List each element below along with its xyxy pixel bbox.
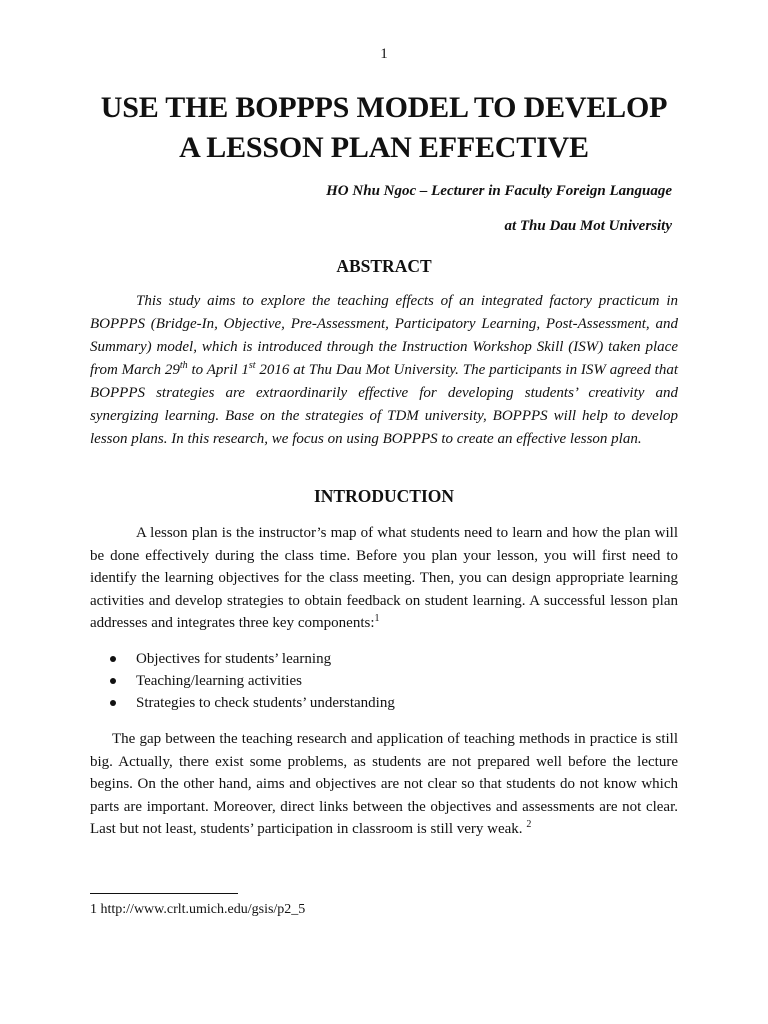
list-item-text: Teaching/learning activities [136,673,302,689]
abstract-heading: ABSTRACT [336,256,432,276]
list-item-text: Objectives for students’ learning [136,651,332,667]
bullet-icon [110,700,116,706]
introduction-paragraph-1 [90,522,678,635]
abstract-text-2: to April 1 [187,362,249,378]
page-number: 1 [380,46,388,62]
bullet-icon [110,656,116,662]
title-line-1: USE THE BOPPPS MODEL TO DEVELOP [100,91,668,124]
list-item [108,670,668,692]
list-item-text: Strategies to check students’ understanding [136,695,395,711]
abstract-paragraph [90,290,678,451]
introduction-heading: INTRODUCTION [313,486,455,506]
introduction-text-2: The gap between the teaching research and application of teaching methods in practice is still big. Actually, there exist some problems, as students are not prepared well before the lecture begins. On the other hand, aims and objectives are not clear so that students do not know which parts are important. Moreover, direct links between the objectives and assessments are not clear. Last but not least, students’ participation in classroom is still very weak. [90,731,678,838]
abstract-text-3: 2016 at Thu Dau Mot University. The participants in ISW agreed that BOPPPS strategies are extraordinarily effective for developing students’ creativity and synergizing learning. Base on the strategies of TDM university, BOPPPS will help to develop lesson plans. In this research, we focus on using BOPPPS to create an effective lesson plan. [90,362,678,447]
footnote-ref-1: 1 [374,613,380,625]
footnote-separator [90,893,238,894]
introduction-text-1: A lesson plan is the instructor’s map of what students need to learn and how the plan will be done effectively during the class time. Before you plan your lesson, you will first need to identify the learning objectives for the class meeting. Then, you can design appropriate learning activities and develop strategies to obtain feedback on student learning. A successful lesson plan addresses and integrates three key components: [90,525,678,632]
author-affiliation-line-2: at Thu Dau Mot University [504,218,672,234]
footnote-1: 1 http://www.crlt.umich.edu/gsis/p2_5 [90,902,306,917]
bullet-icon [110,678,116,684]
footnote-ref-2: 2 [526,819,532,831]
abstract-text-1: This study aims to explore the teaching effects of an integrated factory practicum in BOPPPS (Bridge-In, Objective, Pre-Assessment, Participatory Learning, Post-Assessment, and Summary) model, which is introduced through the Instruction Workshop Skill (ISW) taken place from March 29 [90,293,678,378]
list-item [108,648,668,670]
introduction-paragraph-2 [90,728,678,841]
superscript-st: st [248,360,256,371]
title-line-2: A LESSON PLAN EFFECTIVE [179,131,589,164]
list-item [108,692,668,714]
document-title [60,88,708,168]
author-affiliation-line-1: HO Nhu Ngoc – Lecturer in Faculty Foreign Language [326,183,672,199]
key-components-list [108,648,668,714]
superscript-th: th [179,360,188,371]
